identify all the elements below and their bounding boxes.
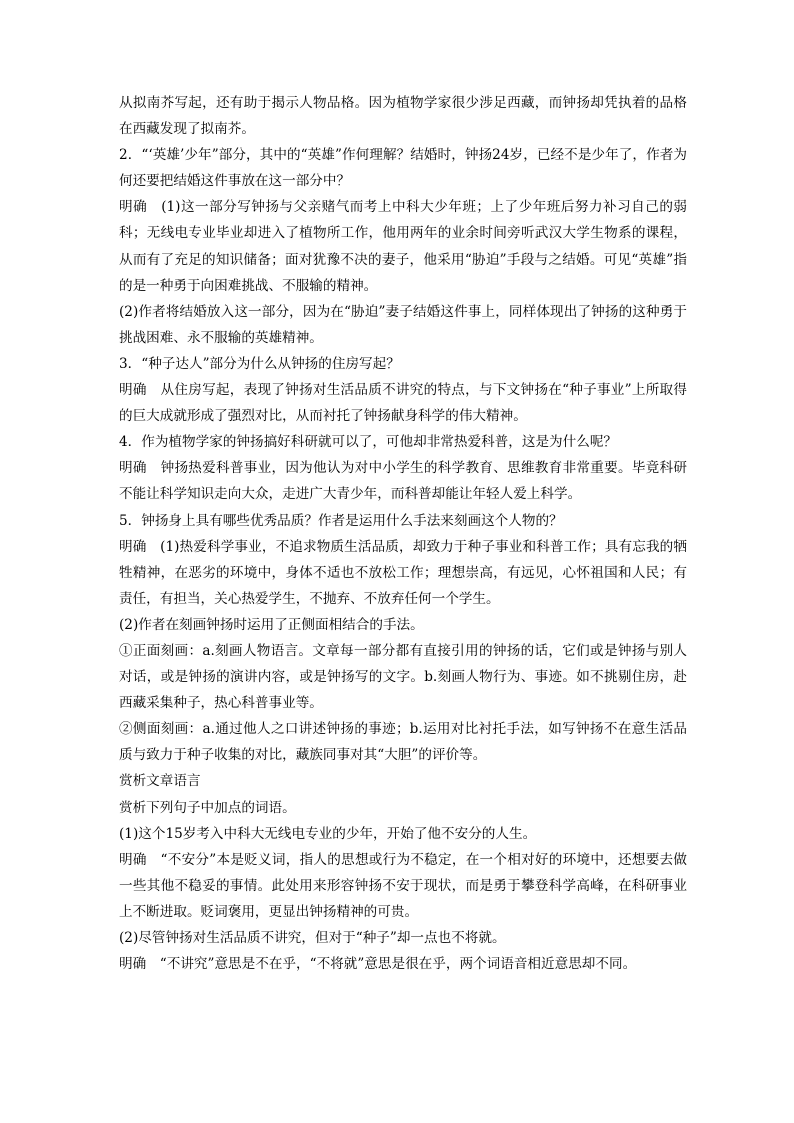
- answer-3: 明确 从住房写起，表现了钟扬对生活品质不讲究的特点，与下文钟扬在“种子事业”上所取得的巨大成就形成了强烈对比，从而衬托了钟扬献身科学的伟大精神。: [119, 382, 687, 425]
- answer-5-part-2: (2)作者在刻画钟扬时运用了正侧面相结合的手法。: [119, 616, 424, 633]
- question-3: 3．“种子达人”部分为什么从钟扬的住房写起？: [119, 355, 400, 372]
- sentence-1: (1)这个15岁考入中科大无线电专业的少年，开始了他不安分的人生。: [119, 825, 537, 842]
- paragraph: 从拟南芥写起，还有助于揭示人物品格。因为植物学家很少涉足西藏，而钟扬却凭执着的品格在西藏发现了拟南芥。: [119, 95, 687, 138]
- answer-sentence-2: 明确 “不讲究”意思是不在乎，“不将就”意思是很在乎，两个词语音相近意思却不同。: [119, 956, 637, 973]
- answer-2-part-2: (2)作者将结婚放入这一部分，因为在“胁迫”妻子结婚这件事上，同样体现出了钟扬的这种勇于挑战困难、永不服输的英雄精神。: [119, 303, 687, 346]
- question-2: 2．“‘英雄’少年”部分，其中的“英雄”作何理解？结婚时，钟扬24岁，已经不是少年了，作者为何还要把结婚这件事放在这一部分中？: [119, 147, 687, 190]
- instruction: 赏析下列句子中加点的词语。: [119, 799, 296, 816]
- section-heading: 赏析文章语言: [119, 773, 201, 790]
- answer-2-part-1: 明确 (1)这一部分写钟扬与父亲赌气而考上中科大少年班；上了少年班后努力补习自己的弱科；无线电专业毕业却进入了植物所工作，他用两年的业余时间旁听武汉大学生物系的课程，从而有了充足的知识储备；面对犹豫不决的妻子，他采用“胁迫”手段与之结婚。可见“英雄”指的是一种勇于向困难挑战、不服输的精神。: [119, 199, 687, 294]
- document-page: [119, 90, 687, 977]
- answer-4: 明确 钟扬热爱科普事业，因为他认为对中小学生的科学教育、思维教育非常重要。毕竟科研不能让科学知识走向大众，走进广大青少年，而科普却能让年轻人爱上科学。: [119, 460, 687, 503]
- answer-5-part-1: 明确 (1)热爱科学事业，不追求物质生活品质，却致力于种子事业和科普工作；具有忘我的牺牲精神，在恶劣的环境中，身体不适也不放松工作；理想崇高，有远见，心怀祖国和人民；有责任，有担当，关心热爱学生，不抛弃、不放弃任何一个学生。: [119, 538, 687, 607]
- sentence-2: (2)尽管钟扬对生活品质不讲究，但对于“种子”却一点也不将就。: [119, 930, 506, 946]
- question-5: 5．钟扬身上具有哪些优秀品质？作者是运用什么手法来刻画这个人物的？: [119, 512, 563, 529]
- answer-5-side-depiction: ②侧面刻画：a.通过他人之口讲述钟扬的事迹；b.运用对比衬托手法，如写钟扬不在意生活品质与致力于种子收集的对比，藏族同事对其“大胆”的评价等。: [119, 721, 687, 764]
- answer-sentence-1: 明确 “不安分”本是贬义词，指人的思想或行为不稳定，在一个相对好的环境中，还想要去做一些其他不稳妥的事情。此处用来形容钟扬不安于现状，而是勇于攀登科学高峰，在科研事业上不断进取。贬词褒用，更显出钟扬精神的可贵。: [119, 851, 687, 920]
- question-4: 4．作为植物学家的钟扬搞好科研就可以了，可他却非常热爱科普，这是为什么呢？: [119, 434, 618, 451]
- answer-5-front-depiction: ①正面刻画：a.刻画人物语言。文章每一部分都有直接引用的钟扬的话，它们或是钟扬与别人对话，或是钟扬的演讲内容，或是钟扬写的文字。b.刻画人物行为、事迹。如不挑剔住房，赴西藏采集种子，热心科普事业等。: [119, 642, 687, 712]
